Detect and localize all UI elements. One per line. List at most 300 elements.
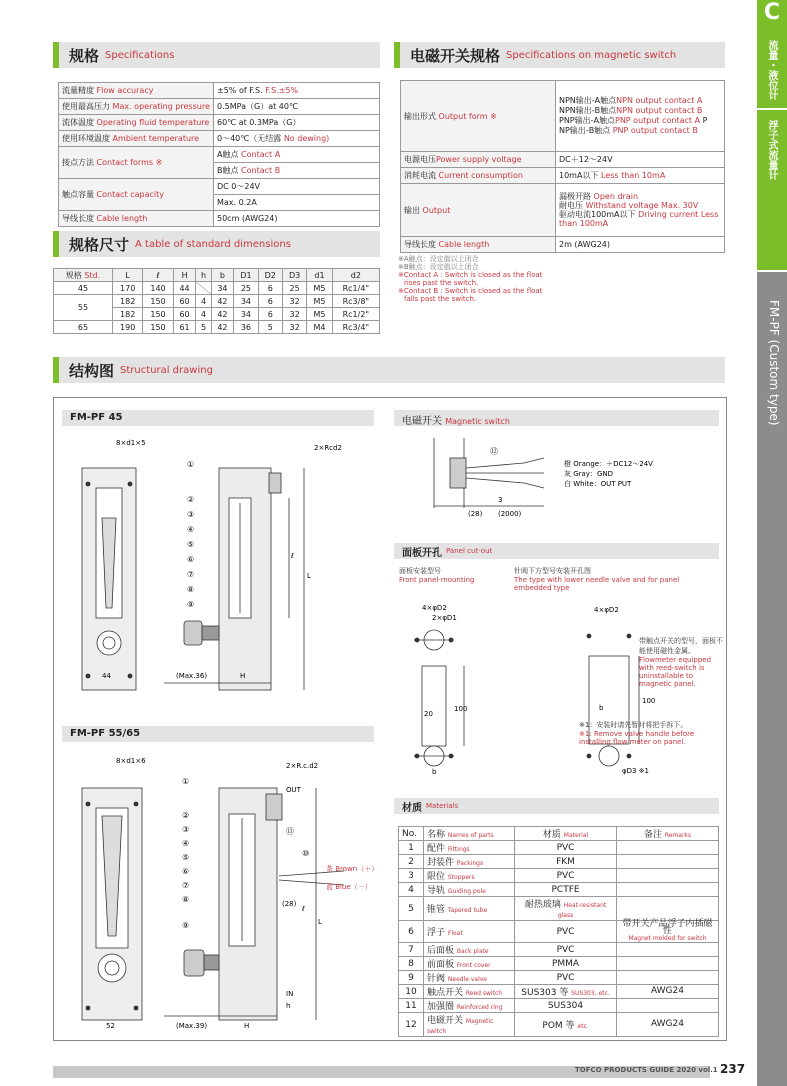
pf55-rc-label: 2×R.c.d2: [286, 762, 319, 770]
spec-key: 触点容量: [62, 190, 94, 199]
mat-part: [424, 841, 515, 855]
mag-title-cn: 电磁开关: [402, 416, 442, 427]
pf55-h-label: H: [244, 1022, 250, 1030]
output-text: NPN输出-B触点: [559, 106, 617, 115]
spec-key: 消耗电流: [404, 171, 436, 180]
mat-remarks-en: Magnet molded for switch: [628, 935, 707, 942]
table-header-row: [399, 827, 719, 841]
mat-part-cn: 配件: [427, 844, 446, 854]
magnetic-header: [394, 42, 725, 68]
spec-key: 流量精度: [62, 86, 94, 95]
panel-dim100a: 100: [454, 705, 468, 713]
pf45-side-valve: [184, 621, 202, 645]
spec-key-en: Contact forms ※: [96, 158, 163, 167]
mat-part-cn: 后面板: [427, 946, 455, 956]
dims-cell: 4: [196, 308, 211, 321]
spec-key: 使用环境温度: [62, 134, 110, 143]
spec-key-en: Output: [422, 205, 451, 215]
dims-cell: 4: [196, 295, 211, 308]
mat-material-text: FKM: [556, 856, 575, 867]
mat-part: [424, 943, 515, 957]
mat-remarks: [616, 943, 718, 957]
mat-material-text: PVC: [556, 926, 575, 937]
spec-key-en: Operating fluid temperature: [96, 118, 210, 127]
magnetic-header-bar: [394, 42, 400, 68]
panel-screw: [627, 634, 631, 638]
mat-no: 5: [399, 897, 424, 921]
dims-header-cell: H: [173, 269, 196, 282]
spec-value: A触点: [217, 150, 239, 159]
table-row: [399, 897, 719, 921]
table-row: [54, 295, 380, 308]
mat-part-en: Packings: [456, 860, 484, 867]
mat-material-text: SUS303 等: [521, 988, 569, 998]
table-row: [59, 179, 380, 195]
mat-remarks: [616, 921, 718, 943]
pf45-num-8: ⑧: [187, 585, 195, 594]
mat-part: [424, 869, 515, 883]
mat-part: [424, 957, 515, 971]
specs-header-bar: [53, 42, 59, 68]
struct-frame: [53, 397, 727, 1041]
output-text-en: NPN output contact A: [616, 96, 703, 105]
mat-header-cell: 材质: [542, 830, 561, 840]
mat-part: [424, 985, 515, 999]
spec-key: 电源电压: [404, 155, 436, 164]
sidebar-tag-3: FM-PF (Custom type): [767, 300, 781, 426]
panel-d3: φD3 ※1: [622, 767, 650, 775]
pf55-hole: [134, 802, 138, 806]
output-text: NPN输出-A触点: [559, 96, 617, 105]
struct-title-en: Structural drawing: [120, 364, 213, 376]
mag-drawing: [394, 428, 719, 528]
pf55-num-4: ④: [182, 839, 190, 848]
dims-cell: 34: [211, 282, 234, 295]
mag-wire-3: 白 White：OUT PUT: [564, 480, 632, 488]
pf45-num-6: ⑥: [187, 555, 195, 564]
pf55-in-label: IN: [286, 990, 294, 998]
mat-part-cn: 触点开关: [427, 988, 464, 998]
output-text-en: NPN output contact B: [616, 106, 703, 115]
mag-switch: [450, 458, 466, 488]
panel-warning-cn: 带触点开关的型号，面板不能使用磁性金属。: [639, 637, 723, 655]
panel-screw: [587, 634, 591, 638]
dims-cell: 6: [258, 295, 282, 308]
output-extra: P: [702, 116, 708, 125]
mat-material: [515, 841, 617, 855]
mat-part-en: Stoppers: [447, 874, 475, 881]
note-line: ※A触点：设定值以上闭合: [398, 255, 479, 263]
output-text: 耐电压: [559, 201, 583, 210]
sidebar-tag-2: 浮子式流量计: [766, 120, 777, 180]
dims-cell: Rc3/4": [332, 321, 379, 334]
dims-cell: 150: [143, 308, 173, 321]
footer-guide-text: TOFCO PRODUCTS GUIDE 2020: [575, 1066, 696, 1074]
dims-cell: 34: [234, 308, 258, 321]
table-row: [59, 99, 380, 115]
materials-title-en: Materials: [426, 802, 459, 810]
dims-cell: 6: [258, 308, 282, 321]
sidebar: [757, 0, 787, 1086]
panel-warning-en: Flowmeter equipped with reed-switch is uninstallable to magnetic panel.: [639, 656, 712, 688]
spec-key: 导线长度: [62, 214, 94, 223]
output-text: 驱动电流100mA以下: [559, 210, 636, 219]
panel-screw: [449, 638, 453, 642]
dims-cell: M5: [307, 295, 332, 308]
mat-remarks: [616, 957, 718, 971]
output-text-en: PNP output contact B: [612, 126, 698, 135]
pf45-num-7: ⑦: [187, 570, 195, 579]
panel-screw: [627, 754, 631, 758]
spec-value-en: Contact A: [241, 150, 281, 159]
spec-key: 流体温度: [62, 118, 94, 127]
dims-cell-slash: [196, 282, 211, 295]
mag-dim-2000: (2000): [498, 510, 522, 518]
output-line: [559, 96, 721, 106]
materials-head: [394, 798, 719, 814]
panel-title: 面板开孔: [402, 547, 442, 559]
spec-key-en: Contact capacity: [96, 190, 164, 199]
specs-title-en: Specifications: [105, 49, 175, 61]
panel-head: [394, 543, 719, 559]
dims-cell: M5: [307, 308, 332, 321]
mat-part-cn: 浮子: [427, 928, 446, 938]
output-line: [559, 192, 721, 201]
spec-value-en: Less than 10mA: [601, 171, 666, 180]
panel-dim20: 20: [424, 710, 433, 718]
table-row: [399, 985, 719, 999]
panel-screw: [449, 754, 453, 758]
pf55-num-6: ⑥: [182, 867, 190, 876]
panel-front-cn: 面板安装型号: [399, 567, 441, 575]
specs-header: [53, 42, 380, 68]
table-row: [401, 152, 725, 168]
pf45-rc-label: 2×Rcd2: [314, 444, 342, 452]
pf55-L-label: L: [318, 918, 322, 926]
panel-screw: [587, 754, 591, 758]
mat-header-cell: Names of parts: [447, 832, 494, 839]
mat-remarks-text: AWG24: [650, 1019, 684, 1029]
mag-wires: [466, 458, 544, 488]
table-row: [399, 957, 719, 971]
table-row: [59, 211, 380, 227]
dims-cell: 32: [282, 295, 306, 308]
table-row: [399, 971, 719, 985]
panel-d1: 2×φD1: [432, 614, 457, 622]
pf55-num-1: ①: [182, 777, 190, 786]
magnetic-table: [400, 80, 725, 253]
pf45-hole: [128, 674, 132, 678]
dims-cell: 65: [54, 321, 113, 334]
pf55-b-label: h: [286, 1002, 291, 1010]
spec-value-en: F.S.±5%: [265, 86, 299, 95]
table-row: [59, 147, 380, 163]
dims-cell: 60: [173, 295, 196, 308]
dims-header-cell: D2: [258, 269, 282, 282]
sidebar-divider: [757, 108, 787, 110]
pf55-num-7: ⑦: [182, 881, 190, 890]
dims-cell: M4: [307, 321, 332, 334]
note-line: ※Contact A : Switch is closed as the float: [398, 271, 543, 279]
dims-cell: 5: [258, 321, 282, 334]
spec-value: B触点: [217, 166, 239, 175]
dims-cell: 61: [173, 321, 196, 334]
pf55-out-label: OUT: [286, 786, 301, 794]
pf45-num-5: ⑤: [187, 540, 195, 549]
mat-part-en: Reed switch: [465, 990, 503, 997]
dims-header-cell: ℓ: [143, 269, 173, 282]
table-row: [54, 282, 380, 295]
spec-key-en: Flow accuracy: [96, 86, 154, 95]
table-row: [401, 81, 725, 152]
mat-remarks: [616, 897, 718, 921]
mat-part: [424, 999, 515, 1013]
mat-material-text: PVC: [556, 972, 575, 983]
specs-title: 规格: [69, 46, 100, 65]
pf55-p28-label: (28): [282, 900, 297, 908]
dims-header: [53, 231, 380, 257]
pf45-side-port: [269, 473, 281, 493]
output-text-en: PNP output contact A: [615, 116, 701, 125]
dims-cell: 34: [234, 295, 258, 308]
dims-header-cell: L: [112, 269, 142, 282]
mat-part: [424, 883, 515, 897]
spec-key-en: Power supply voltage: [436, 155, 522, 164]
table-row: [401, 184, 725, 237]
mat-material: [515, 957, 617, 971]
footer-guide: [575, 1066, 718, 1074]
spec-value: DC＋12～24V: [559, 155, 613, 164]
pf55-side-valve: [184, 950, 204, 976]
note-line: falls past the switch.: [404, 295, 477, 303]
mat-material: [515, 869, 617, 883]
spec-value: 2m (AWG24): [559, 240, 610, 249]
table-row: [54, 321, 380, 334]
mat-part: [424, 1013, 515, 1037]
pf55-hole: [86, 1006, 90, 1010]
table-row: [59, 115, 380, 131]
mat-material: [515, 897, 617, 921]
struct-title: 结构图: [69, 361, 115, 380]
panel-dim100b: 100: [642, 697, 656, 705]
spec-value: 10mA以下: [559, 171, 599, 180]
panel-drawing: [394, 598, 719, 778]
pf45-L-label: L: [307, 572, 311, 580]
dims-header-cell: D1: [234, 269, 258, 282]
mat-part: [424, 897, 515, 921]
dims-cell: 6: [258, 282, 282, 295]
mat-material: [515, 883, 617, 897]
panel-lower-cn: 针阀下方型号安装开孔图: [514, 567, 591, 575]
table-row: [401, 168, 725, 184]
panel-note1-en: ※1: Remove valve handle before installing flow meter on panel.: [579, 730, 695, 746]
mat-part-en: Magnetic switch: [427, 1018, 494, 1035]
sidebar-tag-1: 流量・液位计: [766, 40, 777, 100]
panel-screw: [415, 638, 419, 642]
dims-title-en: A table of standard dimensions: [135, 238, 291, 250]
mat-part-cn: 限位: [427, 872, 446, 882]
output-text-en: Withstand voltage Max. 30V: [585, 201, 699, 210]
mat-header-cell: 备注: [643, 830, 662, 840]
pf55-brown-label: 茶 Brown（＋）: [326, 865, 379, 873]
pf55-w-label: 52: [106, 1022, 115, 1030]
mat-material-en: SUS303, etc.: [571, 990, 610, 997]
table-row: [401, 237, 725, 253]
pf45-num-9: ⑨: [187, 600, 195, 609]
pf55-l-label: ℓ: [302, 905, 305, 913]
mat-remarks: [616, 841, 718, 855]
dims-cell: 42: [211, 308, 234, 321]
dims-header-bar: [53, 231, 59, 257]
mat-material: [515, 943, 617, 957]
dims-cell: 25: [282, 282, 306, 295]
panel-b2: b: [599, 704, 604, 712]
mat-part-en: Needle valve: [447, 976, 487, 983]
mat-part-en: Float: [447, 930, 463, 937]
magnetic-title-en: Specifications on magnetic switch: [506, 49, 677, 61]
table-row: [399, 1013, 719, 1037]
spec-key: 输出形式: [404, 111, 436, 121]
mat-no: 8: [399, 957, 424, 971]
pf45-num-2: ②: [187, 495, 195, 504]
mat-no: 6: [399, 921, 424, 943]
spec-key-en: Cable length: [438, 240, 490, 249]
mat-remarks: [616, 855, 718, 869]
note-line: ※Contact B : Switch is closed as the float: [398, 287, 543, 295]
mat-header-cell: 名称: [427, 830, 446, 840]
dims-cell: 182: [112, 295, 142, 308]
pf55-hole: [134, 1006, 138, 1010]
pf55-num-11: ⑪: [286, 827, 294, 836]
panel-screw: [415, 754, 419, 758]
spec-value: 0.5MPa（G）at 40℃: [217, 102, 298, 111]
dims-header-cell: d1: [307, 269, 332, 282]
mat-header-cell: No.: [399, 827, 424, 841]
dims-cell: 42: [211, 321, 234, 334]
mat-part-en: Front cover: [456, 962, 491, 969]
pf55-num-2: ②: [182, 811, 190, 820]
mat-no: 11: [399, 999, 424, 1013]
mat-material-text: POM 等: [542, 1021, 575, 1031]
mag-dim-3: 3: [498, 496, 503, 504]
spec-key-en: Current consumption: [438, 171, 523, 180]
spec-key-en: Ambient temperature: [112, 134, 200, 143]
spec-value: DC 0～24V: [217, 182, 261, 191]
pf55-side-valve-stem: [204, 955, 219, 970]
dims-cell: Rc1/4": [332, 282, 379, 295]
pf45-h-label: H: [240, 672, 246, 680]
spec-key: 使用最高压力: [62, 102, 110, 111]
output-text: 漏极开路: [559, 192, 591, 201]
spec-value: 60℃ at 0.3MPa（G）: [217, 118, 301, 127]
dims-header-cell: h: [196, 269, 211, 282]
mat-material: [515, 971, 617, 985]
panel-warning: [639, 636, 724, 688]
mat-remarks: [616, 985, 718, 999]
output-text-en: Open drain: [593, 192, 639, 201]
mag-dim-28: (28): [468, 510, 483, 518]
dims-cell: Rc1/2": [332, 308, 379, 321]
dims-title: 规格尺寸: [69, 235, 130, 254]
mat-no: 7: [399, 943, 424, 957]
dims-cell: 140: [143, 282, 173, 295]
mat-part-cn: 封装件: [427, 858, 455, 868]
pf45-w-label: 44: [102, 672, 111, 680]
pf45-hole: [86, 674, 90, 678]
materials-body: [399, 841, 719, 1037]
pf45-hole: [86, 482, 90, 486]
panel-front-en: Front panel-mounting: [399, 576, 475, 584]
output-line: [559, 116, 721, 126]
mat-material: [515, 921, 617, 943]
table-row: [399, 869, 719, 883]
spec-key-en: Max. operating pressure: [112, 102, 210, 111]
mat-material-text: PVC: [556, 842, 575, 853]
mat-part-en: Fittings: [447, 846, 470, 853]
mat-header-cell: Remarks: [664, 832, 692, 839]
pf45-title: FM-PF 45: [70, 412, 123, 423]
mat-no: 12: [399, 1013, 424, 1037]
table-row: [399, 841, 719, 855]
dims-cell: 45: [54, 282, 113, 295]
pf45-num-4: ④: [187, 525, 195, 534]
pf45-num-3: ③: [187, 510, 195, 519]
mag-wire-1: 橙 Orange：＋DC12～24V: [564, 460, 653, 468]
panel-slot: [422, 666, 446, 746]
note-line: ※B触点：设定值以上闭合: [398, 263, 479, 271]
mat-part: [424, 855, 515, 869]
spec-key: 导线长度: [404, 240, 436, 249]
output-line: [559, 126, 721, 136]
mat-material-text: SUS304: [547, 1000, 584, 1011]
footer-vol: vol.1: [698, 1066, 718, 1074]
mat-part-cn: 加强圈: [427, 1002, 455, 1012]
mat-part-en: Reinforced ring: [456, 1004, 503, 1011]
spec-key: 输出: [404, 205, 420, 215]
dims-cell: 60: [173, 308, 196, 321]
pf45-side-valve-stem: [202, 626, 219, 640]
mag-wire-2: 灰 Gray：GND: [564, 470, 614, 478]
mat-no: 4: [399, 883, 424, 897]
dims-header-cell: Std.: [84, 270, 101, 280]
mat-material: [515, 1013, 617, 1037]
sidebar-letter: C: [763, 0, 781, 25]
mat-remarks-text: AWG24: [650, 986, 684, 996]
pf55-num-9: ⑨: [182, 921, 190, 930]
mat-material: [515, 855, 617, 869]
table-row: [399, 943, 719, 957]
table-row: [399, 855, 719, 869]
table-row: [399, 921, 719, 943]
mat-remarks-text: 带开关产品浮子内插磁性: [622, 919, 713, 936]
spec-key: 接点方法: [62, 158, 94, 167]
panel-lower-en: The type with lower needle valve and for panel embedded type: [514, 576, 680, 592]
pf55-num-5: ⑤: [182, 853, 190, 862]
pf55-top-label: 8×d1×6: [116, 757, 146, 765]
mat-part-cn: 前面板: [427, 960, 455, 970]
spec-key-en: Output form ※: [438, 111, 497, 121]
pf55-front-knob: [98, 954, 126, 982]
dims-cell: 182: [112, 308, 142, 321]
dims-header-cell: D3: [282, 269, 306, 282]
dims-cell: 25: [234, 282, 258, 295]
output-line: [559, 106, 721, 116]
spec-value: 0～40℃（无结露: [217, 134, 282, 143]
mat-remarks: [616, 999, 718, 1013]
output-text: NP输出-B触点: [559, 126, 611, 135]
magnetic-notes: [398, 255, 598, 303]
spec-value: ±5% of F.S.: [217, 86, 263, 95]
